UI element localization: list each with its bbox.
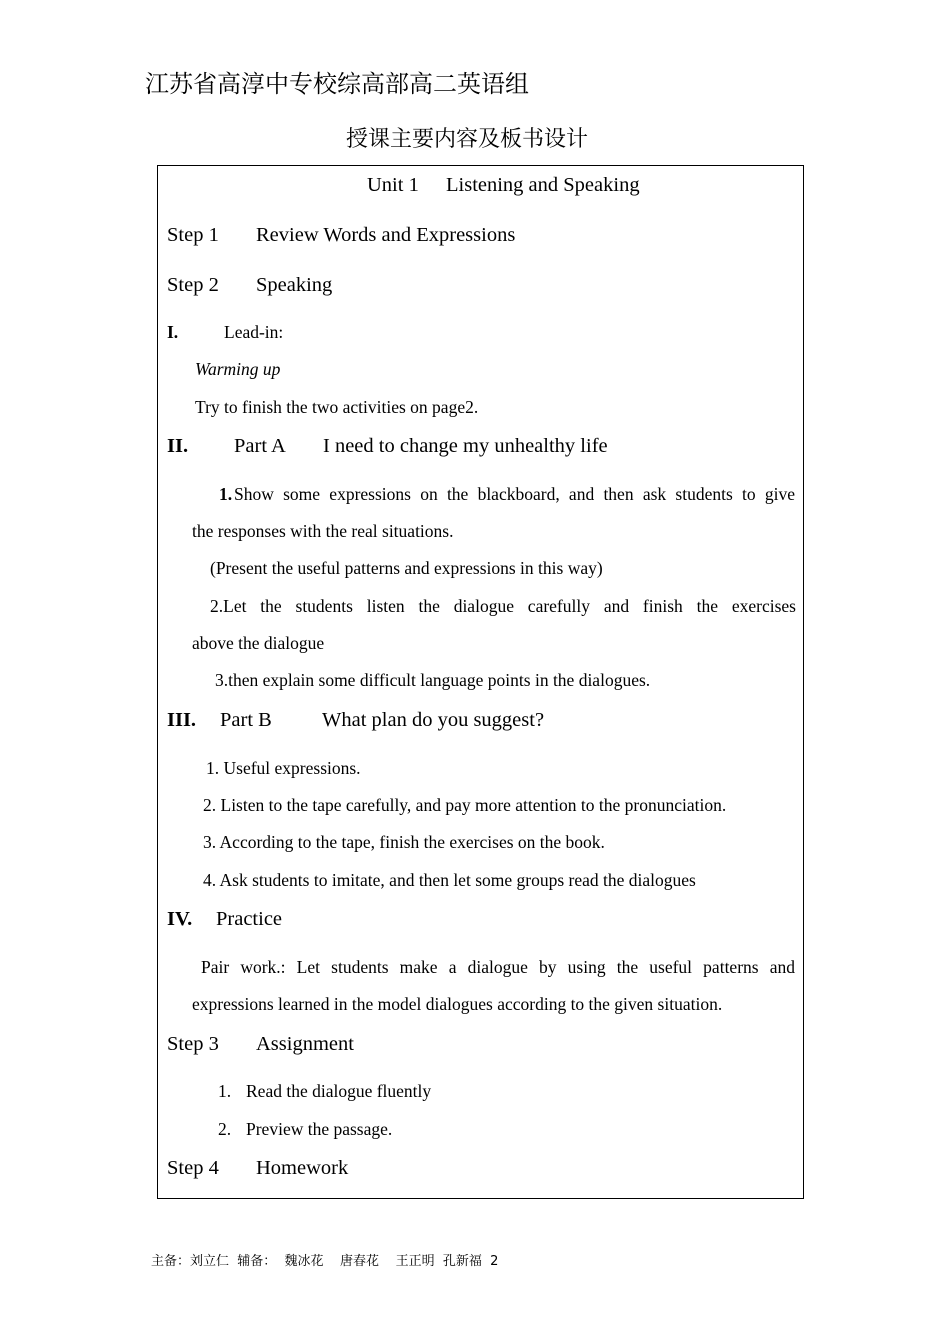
part-b-item: 3. According to the tape, finish the exercises on the book. — [203, 832, 605, 852]
step3-label: Step 3 — [167, 1033, 219, 1055]
part-a-label: Part A — [234, 435, 286, 457]
part-a-note: (Present the useful patterns and expressions in this way) — [210, 558, 603, 578]
lead-in-title: Lead-in: — [224, 322, 284, 342]
footer-credits: 主备：刘立仁 辅备： 魏冰花 唐春花 王正明 孔新福 2 — [151, 1254, 499, 1269]
step3-text: Assignment — [256, 1033, 354, 1055]
assignment-item-text: Preview the passage. — [246, 1119, 393, 1139]
section-ii-number: II. — [167, 435, 189, 457]
warming-up-subtitle: Warming up — [195, 359, 281, 379]
step1-label: Step 1 — [167, 224, 219, 246]
section-iii-number: III. — [167, 709, 197, 731]
part-a-item2-line1: 2.Let the students listen the dialogue carefully and finish the exercises — [210, 596, 796, 616]
unit-number: Unit 1 — [367, 174, 419, 196]
part-b-item: 2. Listen to the tape carefully, and pay more attention to the pronunciation. — [203, 795, 727, 815]
section-i-number: I. — [167, 322, 179, 342]
assignment-item-number: 2. — [218, 1119, 232, 1139]
part-b-item: 4. Ask students to imitate, and then let some groups read the dialogues — [203, 870, 696, 890]
part-a-item3: 3.then explain some difficult language points in the dialogues. — [215, 670, 651, 690]
step1-text: Review Words and Expressions — [256, 224, 516, 246]
assignment-item-number: 1. — [218, 1081, 232, 1101]
section-iv-number: IV. — [167, 908, 193, 930]
document-title: 授课主要内容及板书设计 — [346, 127, 589, 152]
part-a-title: I need to change my unhealthy life — [323, 435, 608, 457]
step2-label: Step 2 — [167, 274, 219, 296]
step2-text: Speaking — [256, 274, 333, 296]
part-a-item2-line2: above the dialogue — [192, 633, 325, 653]
lead-in-text: Try to finish the two activities on page2. — [195, 397, 479, 417]
school-header: 江苏省高淳中专校综高部高二英语组 — [145, 70, 529, 98]
step4-text: Homework — [256, 1157, 349, 1179]
part-b-label: Part B — [220, 709, 272, 731]
unit-name: Listening and Speaking — [446, 174, 640, 196]
step4-label: Step 4 — [167, 1157, 219, 1179]
part-a-item1-number: 1. — [219, 484, 233, 504]
practice-title: Practice — [216, 908, 283, 930]
part-b-title: What plan do you suggest? — [322, 709, 545, 731]
practice-line1: Pair work.: Let students make a dialogue by using the useful patterns and — [201, 957, 795, 977]
part-b-item: 1. Useful expressions. — [206, 758, 361, 778]
part-a-item1-line1: Show some expressions on the blackboard, and then ask students to give — [234, 484, 795, 504]
assignment-item-text: Read the dialogue fluently — [246, 1081, 432, 1101]
part-a-item1-line2: the responses with the real situations. — [192, 521, 454, 541]
practice-line2: expressions learned in the model dialogues according to the given situation. — [192, 994, 723, 1014]
